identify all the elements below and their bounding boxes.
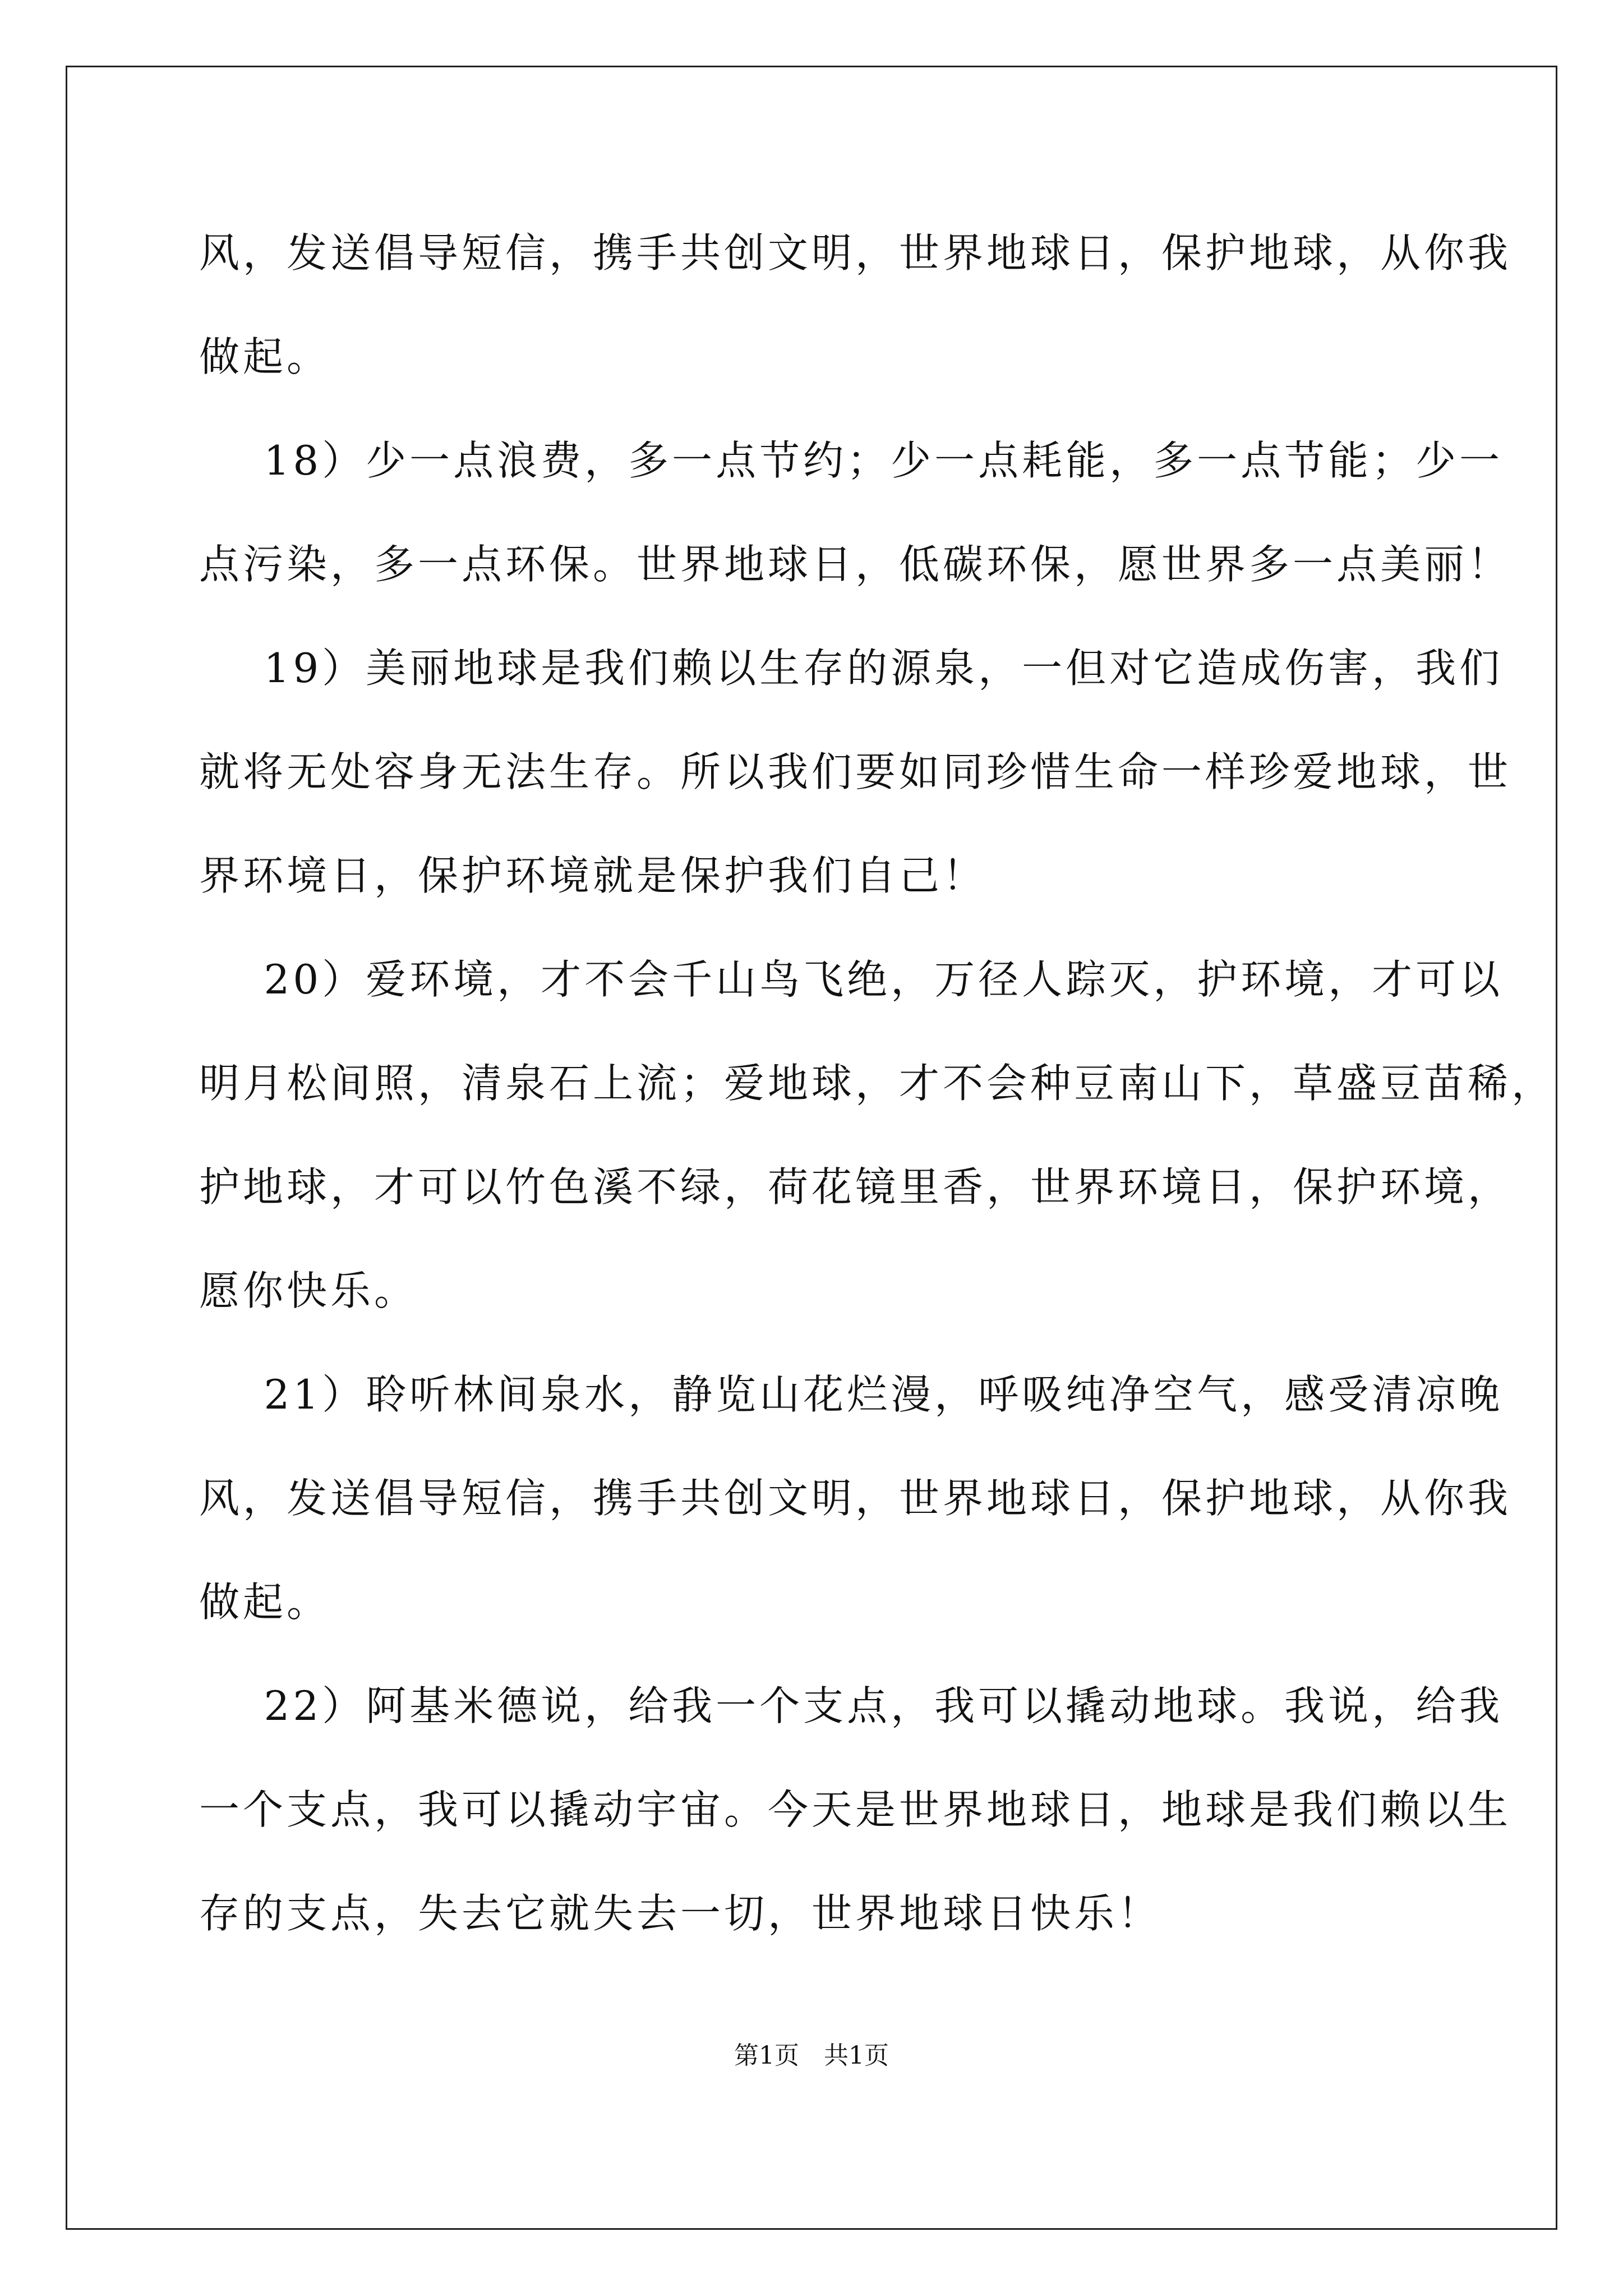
- text-line: 做起。: [199, 1579, 331, 1626]
- text-line: 做起。: [199, 333, 331, 380]
- page-number-footer: 第1页 共1页: [734, 2041, 889, 2070]
- text-line: 20）爱环境，才不会千山鸟飞绝，万径人踪灭，护环境，才可以: [199, 956, 1504, 1003]
- text-line: 风，发送倡导短信，携手共创文明，世界地球日，保护地球，从你我: [199, 1475, 1512, 1522]
- text-line: 护地球，才可以竹色溪不绿，荷花镜里香，世界环境日，保护环境，: [199, 1163, 1512, 1211]
- text-line: 明月松间照，清泉石上流；爱地球，才不会种豆南山下，草盛豆苗稀，: [199, 1060, 1556, 1107]
- text-line: 风，发送倡导短信，携手共创文明，世界地球日，保护地球，从你我: [199, 229, 1512, 277]
- text-line: 界环境日，保护环境就是保护我们自己！: [199, 852, 987, 899]
- text-line: 一个支点，我可以撬动宇宙。今天是世界地球日，地球是我们赖以生: [199, 1786, 1512, 1833]
- text-line: 愿你快乐。: [199, 1267, 418, 1314]
- text-line: 18）少一点浪费，多一点节约；少一点耗能，多一点节能；少一: [199, 437, 1504, 484]
- text-line: 21）聆听林间泉水，静览山花烂漫，呼吸纯净空气，感受清凉晚: [199, 1371, 1504, 1418]
- text-line: 22）阿基米德说，给我一个支点，我可以撬动地球。我说，给我: [199, 1682, 1504, 1729]
- text-line: 19）美丽地球是我们赖以生存的源泉，一但对它造成伤害，我们: [199, 645, 1504, 692]
- text-line: 就将无处容身无法生存。所以我们要如同珍惜生命一样珍爱地球，世: [199, 748, 1512, 795]
- text-line: 存的支点，失去它就失去一切，世界地球日快乐！: [199, 1890, 1162, 1937]
- text-line: 点污染，多一点环保。世界地球日，低碳环保，愿世界多一点美丽！: [199, 541, 1512, 588]
